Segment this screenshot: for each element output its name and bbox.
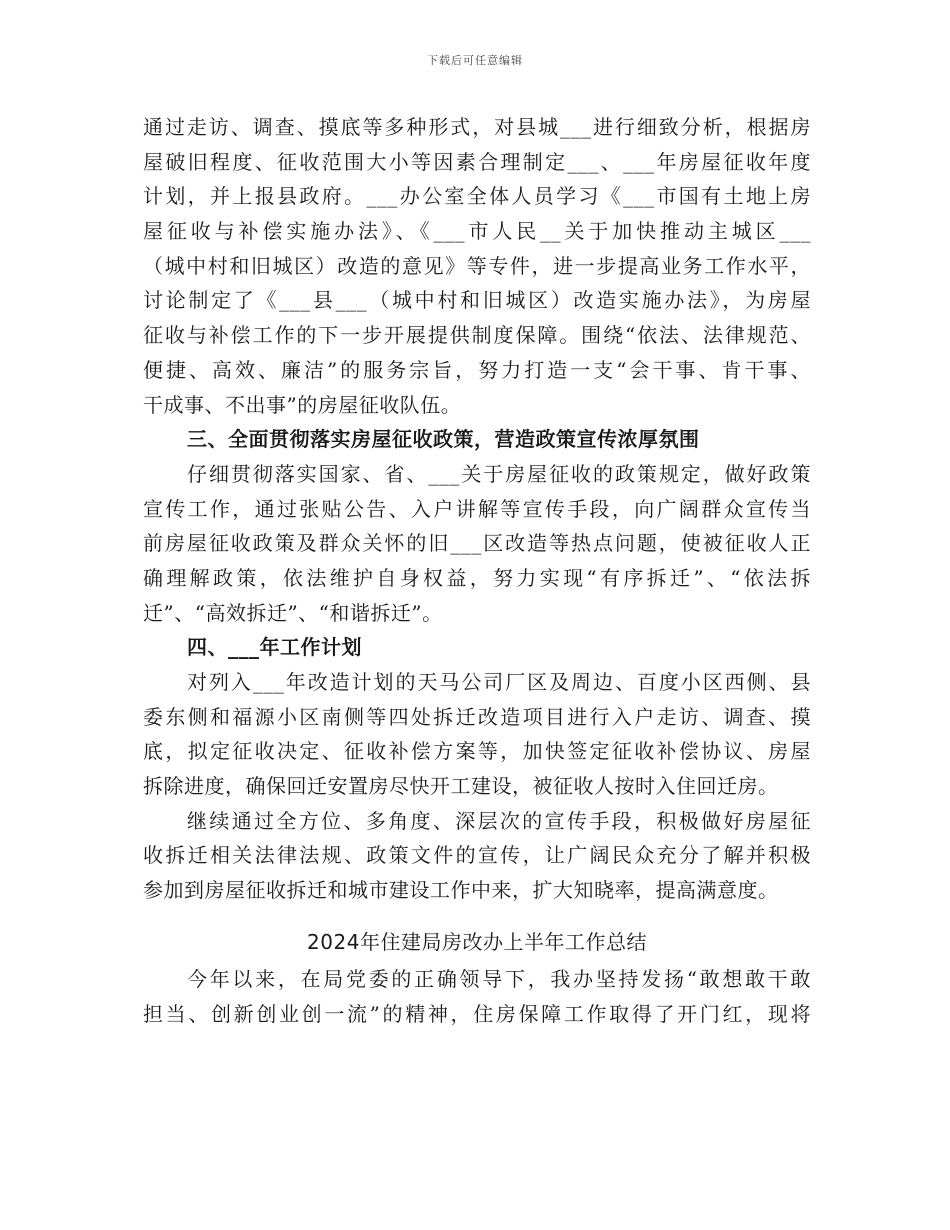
text-line: 继续通过全方位、多角度、深层次的宣传手段，积极做好房屋征 (187, 808, 811, 833)
text-line: 屋破旧程度、征收范围大小等因素合理制定___、___年房屋征收年度 (143, 149, 811, 174)
text-line: 屋征收与补偿实施办法》、《___市人民__关于加快推动主城区___ (143, 219, 811, 244)
text-line: 拆除进度，确保回迁安置房尽快开工建设，被征收人按时入住回迁房。 (143, 774, 779, 799)
text-line: 前房屋征收政策及群众关怀的旧___区改造等热点问题，使被征收人正 (143, 531, 811, 556)
text-line: 底，拟定征收决定、征收补偿方案等，加快签定征收补偿协议、房屋 (143, 739, 811, 764)
text-line: 通过走访、调查、摸底等多种形式，对县城___进行细致分析，根据房 (143, 115, 811, 139)
section-heading-4: 四、___年工作计划 (187, 635, 362, 660)
text-line: 参加到房屋征收拆迁和城市建设工作中来，扩大知晓率，提高满意度。 (143, 878, 779, 903)
text-line: 征收与补偿工作的下一步开展提供制度保障。围绕“依法、法律规范、 (143, 323, 811, 348)
text-line: 讨论制定了《___县___（城中村和旧城区）改造实施办法》，为房屋 (143, 288, 811, 313)
paragraph-5 (143, 962, 811, 1031)
text-line: 对列入___年改造计划的天马公司厂区及周边、百度小区西侧、县 (187, 670, 811, 694)
text-line: 担当、创新创业创一流”的精神，住房保障工作取得了开门红，现将 (143, 1001, 811, 1026)
paragraph-4 (143, 804, 811, 908)
text-line: 宣传工作，通过张贴公告、入户讲解等宣传手段，向广阔群众宣传当 (143, 496, 811, 521)
text-line: 收拆迁相关法律法规、政策文件的宣传，让广阔民众充分了解并积极 (143, 843, 811, 868)
paragraph-2 (143, 457, 811, 630)
document-body (143, 110, 811, 1031)
page-header-note: 下载后可任意编辑 (427, 54, 523, 67)
document-title: 2024年住建局房改办上半年工作总结 (307, 929, 647, 954)
paragraph-3 (143, 665, 811, 804)
section-heading-3: 三、全面贯彻落实房屋征收政策，营造政策宣传浓厚氛围 (187, 427, 700, 452)
text-line: 仔细贯彻落实国家、省、___关于房屋征收的政策规定，做好政策 (187, 461, 811, 486)
text-line: 干成事、不出事”的房屋征收队伍。 (143, 392, 462, 417)
text-line: 确理解政策，依法维护自身权益，努力实现“有序拆迁”、“依法拆 (143, 565, 811, 590)
text-line: 委东侧和福源小区南侧等四处拆迁改造项目进行入户走访、调查、摸 (143, 704, 811, 729)
paragraph-1 (143, 110, 811, 422)
text-line: （城中村和旧城区）改造的意见》等专件，进一步提高业务工作水平， (143, 253, 811, 278)
text-line: 计划，并上报县政府。___办公室全体人员学习《___市国有土地上房 (143, 184, 811, 209)
text-line: 便捷、高效、廉洁”的服务宗旨，努力打造一支“会干事、肯干事、 (143, 357, 811, 382)
text-line: 迁”、“高效拆迁”、“和谐拆迁”。 (143, 600, 443, 625)
text-line: 今年以来，在局党委的正确领导下，我办坚持发扬“敢想敢干敢 (187, 966, 811, 991)
